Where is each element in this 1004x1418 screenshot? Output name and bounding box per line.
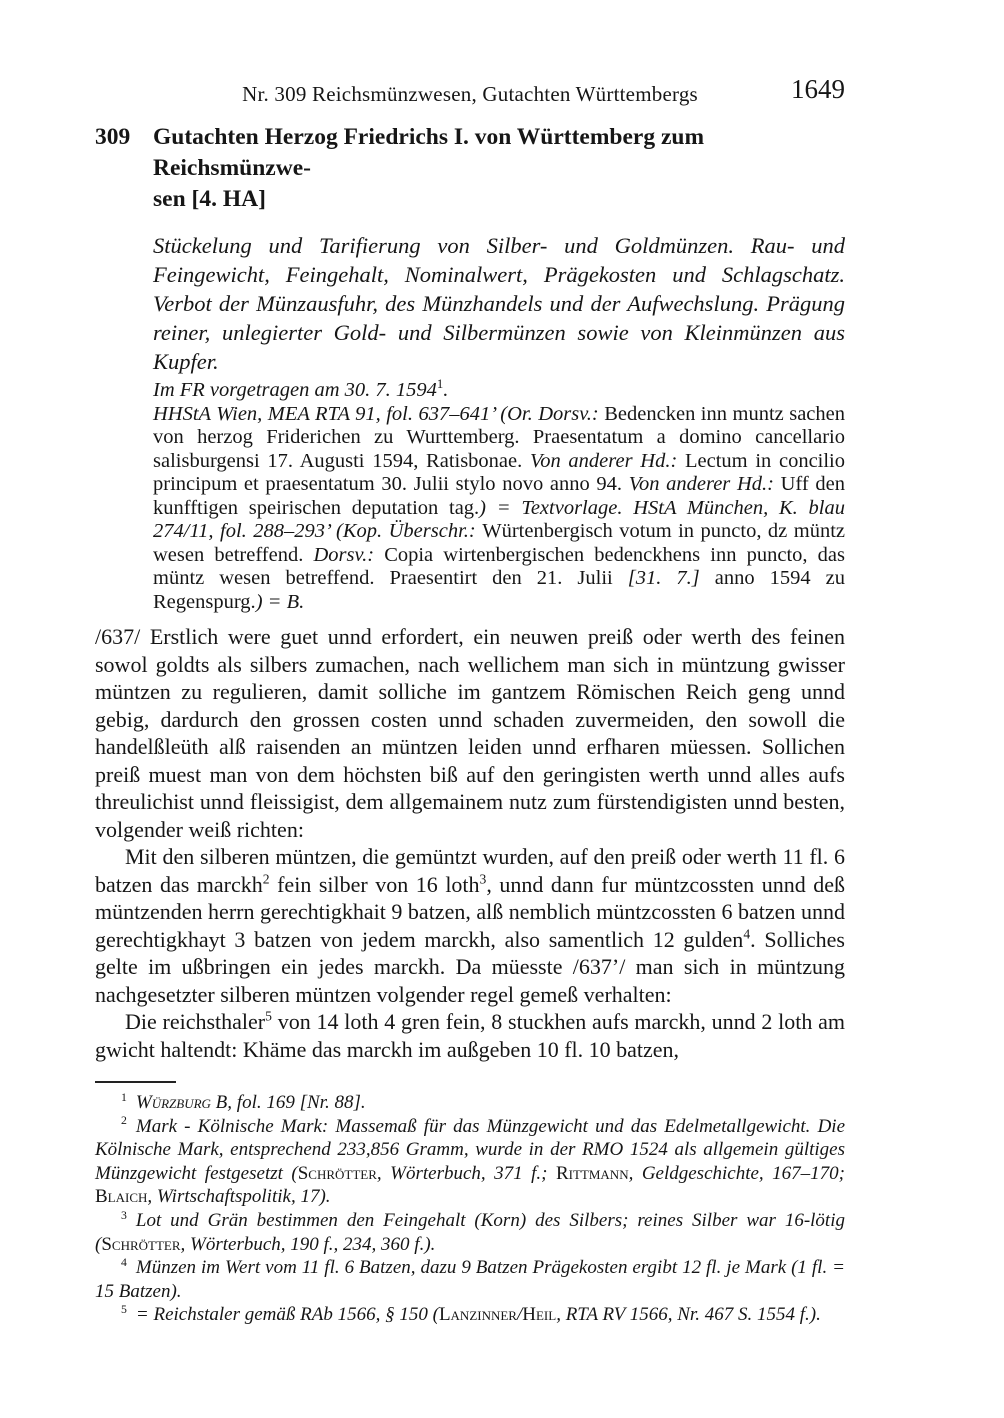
provenance-block xyxy=(153,379,845,614)
footnote-1-marker: 1 xyxy=(121,1090,127,1104)
footnote-3-text: Lot und Grän bestimmen den Feingehalt (Korn) des Silbers; reines Silber war 16-lötig (Schrötter, Wörterbuch, 190 f., 234, 360 f.). xyxy=(95,1209,845,1255)
footnote-5-marker: 5 xyxy=(121,1303,127,1317)
running-header: Nr. 309 Reichsmünzwesen, Gutachten Württembergs xyxy=(242,82,698,106)
footnote-3 xyxy=(95,1209,845,1256)
document-body xyxy=(95,623,845,1063)
source-note: HHStA Wien, MEA RTA 91, fol. 637–641’ (Or. Dorsv.: Bedencken inn muntz sachen von herzog Friderichen zu Wurttemberg. Praesentatum a domino cancellario salisburgensi 17. Augusti 1594, Ratisbonae. Von anderer Hd.: Lectum in concilio principum et praesentatum 30. Julii stylo novo anno 94. Von anderer Hd.: Uff den kunfftigen speirischen deputation tag.) = Textvorlage. HStA München, K. blau 274/11, fol. 288–293’ (Kop. Überschr.: Würtenbergisch votum in puncto, dz müntz wesen betreffend. Dorsv.: Copia wirtenbergischen bedenckhens inn puncto, das müntz wesen betreffend. Praesentirt den 21. Julii [31. 7.] anno 1594 zu Regenspurg.) = B. xyxy=(153,402,846,613)
body-paragraph-3: Die reichsthaler$^5$ von 14 loth 4 gren fein, 8 stuckhen aufs marckh, unnd 2 loth am gwicht haltendt: Khäme das marckh im außgeben 10 fl. 10 batzen, xyxy=(95,1008,845,1062)
footnote-4-text: Münzen im Wert vom 11 fl. 6 Batzen, dazu 9 Batzen Prägekosten ergibt 12 fl. je Mark (1 fl. = 15 Batzen). xyxy=(95,1257,845,1302)
footnote-5 xyxy=(95,1303,845,1327)
page-number: 1649 xyxy=(791,74,845,104)
footnote-5-text: = Reichstaler gemäß RAb 1566, § 150 (Lanzinner/Heil, RTA RV 1566, Nr. 467 S. 1554 f.). xyxy=(135,1304,821,1326)
summary-paragraph: Stückelung und Tarifierung von Silber- und Goldmünzen. Rau- und Feingewicht, Feingehalt, Nominalwert, Prägekosten und Schlagschatz. Verbot der Münzausfuhr, des Münzhandels und der Aufwechslung. Prägung reiner, unlegierter Gold- und Silbermünzen sowie von Kleinmünzen aus Kupfer. xyxy=(153,233,845,374)
document-title-line-1: Gutachten Herzog Friedrichs I. von Württemberg zum Reichsmünzwe- xyxy=(153,124,705,181)
footnote-2 xyxy=(95,1115,845,1209)
footnote-1-text: Würzburg B, fol. 169 [Nr. 88]. xyxy=(135,1092,366,1113)
footnotes-block xyxy=(95,1091,845,1327)
document-title xyxy=(153,122,845,215)
presentation-note: Im FR vorgetragen am 30. 7. 1594$^1$. xyxy=(153,377,449,401)
document-title-line-2: sen [4. HA] xyxy=(153,186,266,212)
footnote-1 xyxy=(95,1091,845,1115)
footnote-3-marker: 3 xyxy=(121,1208,127,1222)
body-paragraph-1: /637/ Erstlich were guet unnd erfordert, ein neuwen preiß oder werth des feinen sowol goldts als silbers zumachen, nach wellichem man sich in müntzung gwisser müntzen zu regulieren, damit solliche im gantzem Römischen Reich geng unnd gebig, dardurch den grossen costen unnd schaden zuvermeiden, den sowoll die handelßleüth alß raisenden an müntzen leiden unnd erfharen müessen. Sollichen preiß muest man von dem höchsten biß auf den geringisten werth unnd alles aufs threulichist unnd fleissigist, dem allgemainem nutz zum fürstendigisten unnd besten, volgender weiß richten: xyxy=(95,624,845,842)
footnote-4-marker: 4 xyxy=(121,1255,127,1269)
body-paragraph-2: Mit den silberen müntzen, die gemüntzt wurden, auf den preiß oder werth 11 fl. 6 batzen das marckh$^2$ fein silber von 16 loth$^3$, unnd dann fur müntzcossten unnd deß müntzenden herrn gerechtigkhait 9 batzen, alß nemblich müntzcossten 6 batzen unnd gerechtigkhayt 3 batzen von jedem marckh, also samentlich 12 gulden$^4$. Solliches gelte im ußbringen ein jedes marckh. Da müesste /637’/ man sich in müntzung nachgesetzter silberen müntzen volgender regel gemeß verhalten: xyxy=(95,844,845,1007)
footnote-2-text: Mark - Kölnische Mark: Massemaß für das Münzgewicht und das Edelmetallgewicht. Die Kölnische Mark, entsprechend 233,856 Gramm, wurde in der RMO 1524 als allgemein gültiges Münzgewicht festgesetzt (Schrötter, Wörterbuch, 371 f.; Rittmann, Geldgeschichte, 167–170; Blaich, Wirtschaftspolitik, 17). xyxy=(95,1115,845,1208)
document-number: 309 xyxy=(95,124,131,150)
document-heading xyxy=(95,122,845,215)
footnote-4 xyxy=(95,1256,845,1303)
footnote-separator xyxy=(95,1081,176,1083)
footnote-2-marker: 2 xyxy=(121,1114,127,1128)
running-header-row xyxy=(95,74,845,108)
